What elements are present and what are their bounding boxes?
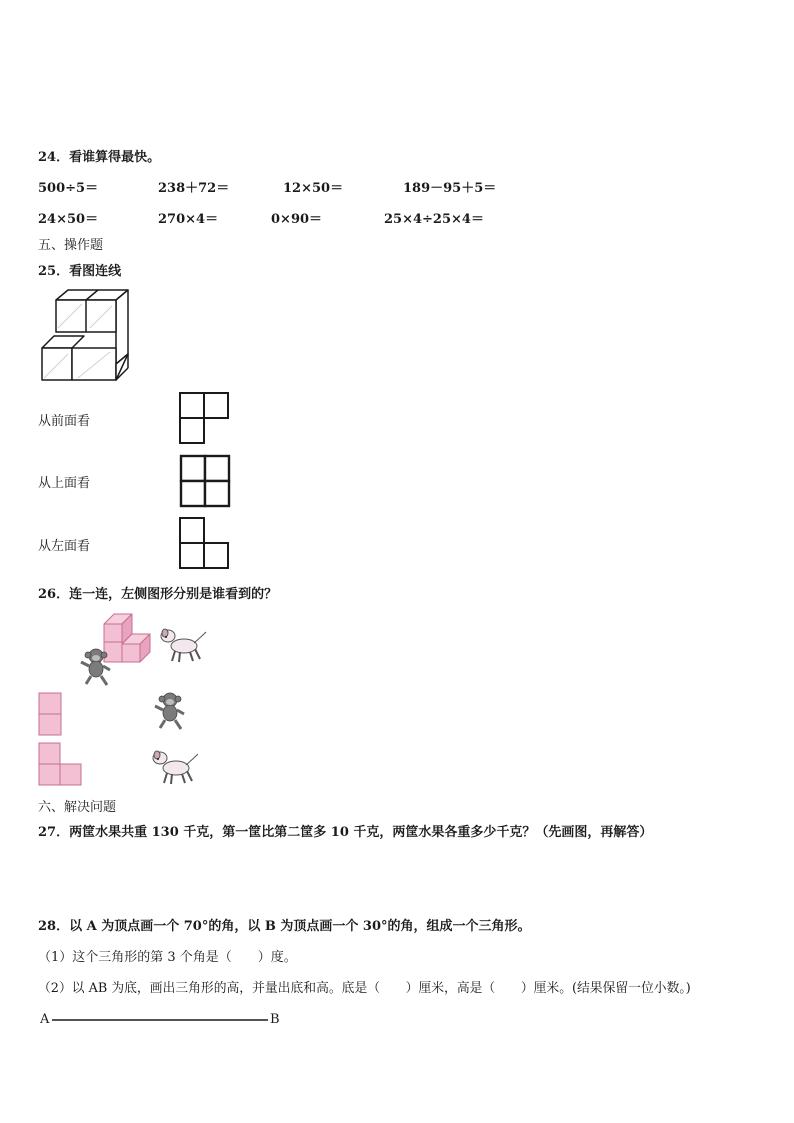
view-shape-left: [179, 517, 229, 571]
q24-r2-c4: 25×4÷25×4＝: [384, 212, 484, 227]
monkey-icon: [78, 648, 114, 688]
isometric-cube-stack-icon: [38, 288, 132, 384]
view-shape-top: [180, 455, 230, 509]
monkey-icon-2: [152, 692, 188, 732]
q24-r2-c3: 0×90＝: [271, 212, 323, 227]
segment-ab: [52, 1019, 268, 1023]
pink-view-shape-2: [38, 742, 84, 788]
section-6-title: 六、解决问题: [38, 800, 117, 815]
q25-label-front: 从前面看: [38, 414, 91, 429]
q26-title: 26．连一连，左侧图形分别是谁看到的？: [38, 587, 278, 602]
pink-view-shape-1: [38, 692, 64, 738]
q28-part2: （2）以 AB 为底，画出三角形的高，并量出底和高。底是（ ）厘米，高是（ ）厘米。(结果保留一位小数。): [38, 981, 691, 996]
q24-title: 24．看谁算得最快。: [38, 150, 161, 165]
q28-part1: （1）这个三角形的第 3 个角是（ ）度。: [38, 950, 297, 965]
view-shape-front: [179, 392, 229, 446]
point-b-label: B: [270, 1012, 280, 1027]
q25-title: 25．看图连线: [38, 264, 122, 279]
section-5-title: 五、操作题: [38, 238, 104, 253]
q24-r2-c1: 24×50＝: [38, 212, 99, 227]
q25-label-top: 从上面看: [38, 476, 91, 491]
q28-title: 28．以 A 为顶点画一个 70°的角，以 B 为顶点画一个 30°的角，组成一个三角形。: [38, 919, 531, 934]
dog-icon-2: [152, 748, 200, 786]
q24-r1-c1: 500÷5＝: [38, 181, 99, 196]
q24-r1-c2: 238＋72＝: [158, 181, 230, 196]
q24-r1-c4: 189－95＋5＝: [403, 181, 497, 196]
q25-label-left: 从左面看: [38, 539, 91, 554]
q24-r2-c2: 270×4＝: [158, 212, 219, 227]
q24-r1-c3: 12×50＝: [283, 181, 344, 196]
point-a-label: A: [40, 1012, 50, 1027]
q27-text: 27．两筐水果共重 130 千克，第一筐比第二筐多 10 千克，两筐水果各重多少千克？（先画图，再解答）: [38, 825, 653, 840]
dog-icon: [160, 626, 208, 664]
